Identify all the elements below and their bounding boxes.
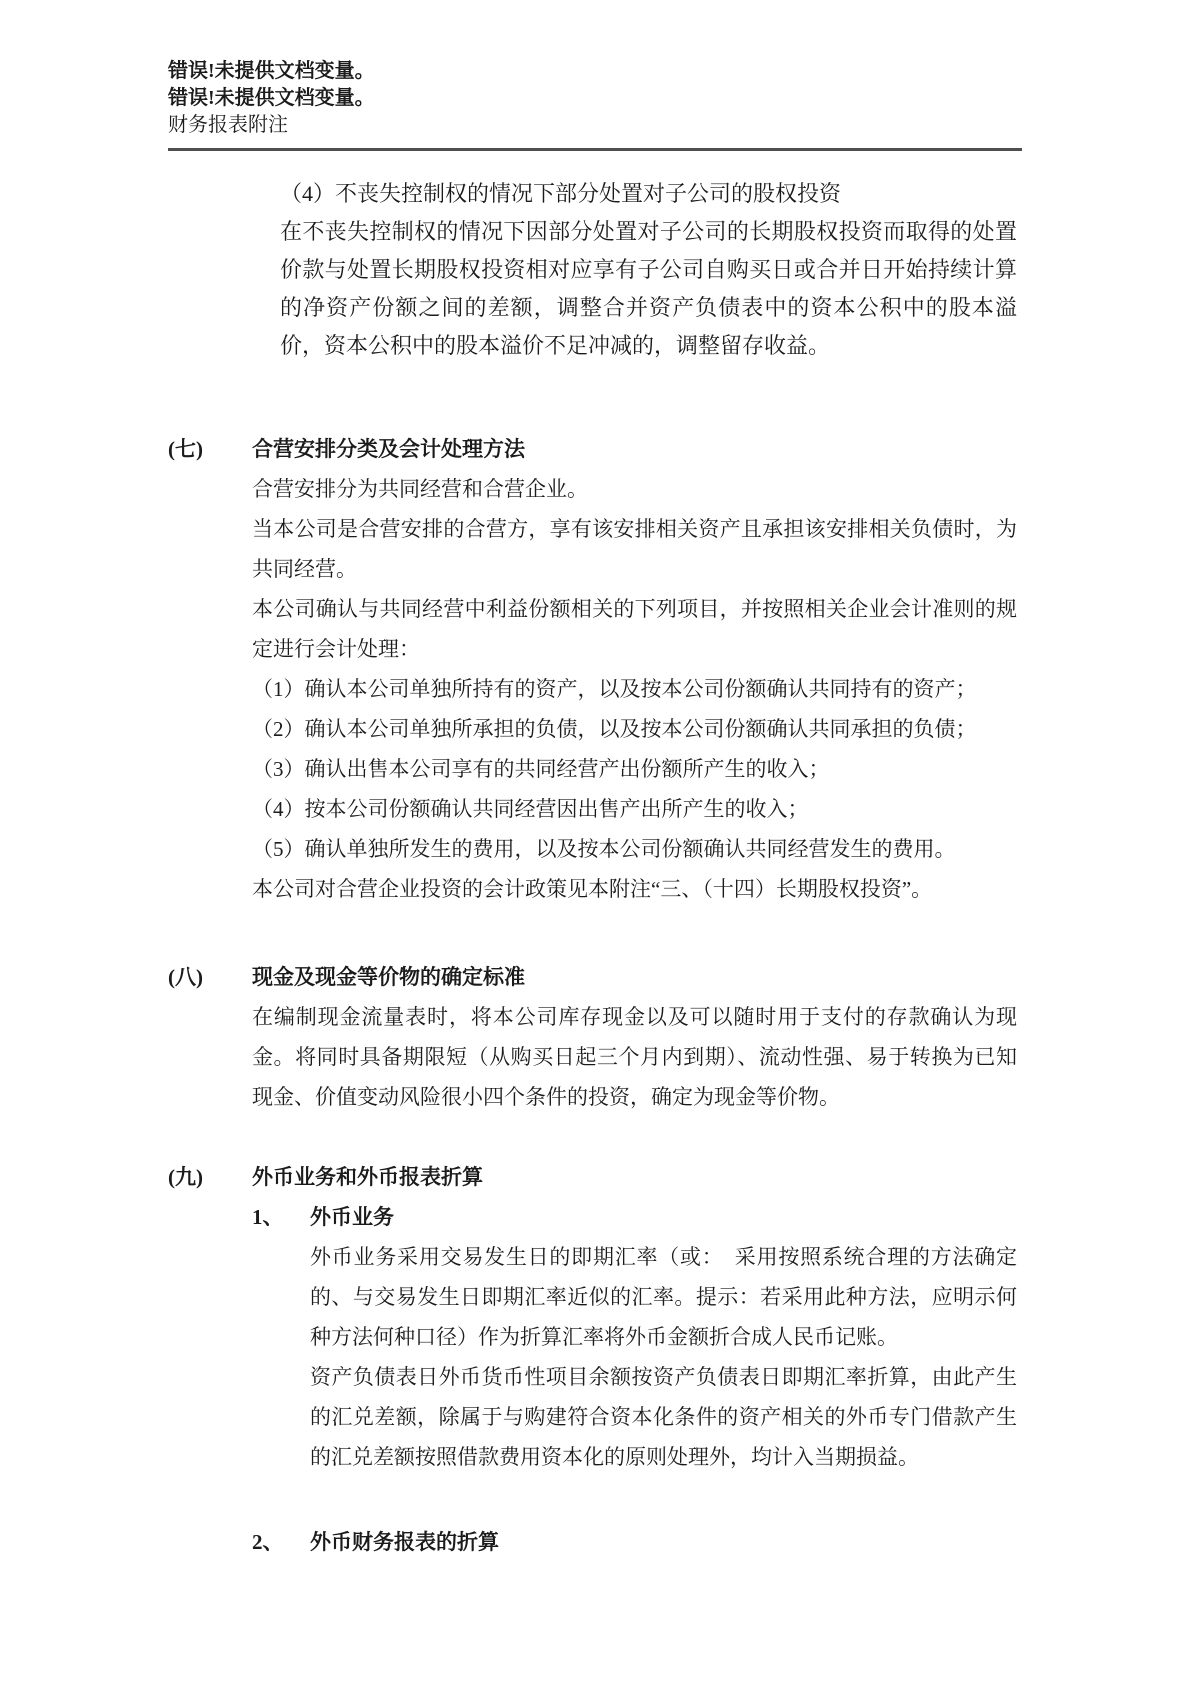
subsection-2 bbox=[252, 1522, 1017, 1562]
page-header bbox=[0, 0, 1200, 151]
section-8-label: (八) bbox=[168, 965, 203, 989]
section-7-list-item: （4）按本公司份额确认共同经营因出售产出所产生的收入； bbox=[252, 797, 809, 821]
section-7-list-item: （5）确认单独所发生的费用，以及按本公司份额确认共同经营发生的费用。 bbox=[252, 837, 956, 861]
subsection-1-paragraph: 外币业务采用交易发生日的即期汇率（或： 采用按照系统合理的方法确定的、与交易发生日即期汇率近似的汇率。提示：若采用此种方法，应明示何种方法何种口径）作为折算汇率将外币金额折合成人民币记账。 bbox=[310, 1245, 1017, 1349]
section-9 bbox=[168, 1157, 1017, 1562]
subsection-1-body bbox=[310, 1197, 1017, 1477]
subsection-1-paragraph: 资产负债表日外币货币性项目余额按资产负债表日即期汇率折算，由此产生的汇兑差额，除属于与购建符合资本化条件的资产相关的外币专门借款产生的汇兑差额按照借款费用资本化的原则处理外，均计入当期损益。 bbox=[310, 1365, 1017, 1469]
section-8-content bbox=[252, 957, 1017, 1117]
section-7 bbox=[168, 429, 1017, 909]
section-8-paragraph: 在编制现金流量表时，将本公司库存现金以及可以随时用于支付的存款确认为现金。将同时具备期限短（从购买日起三个月内到期）、流动性强、易于转换为已知现金、价值变动风险很小四个条件的投资，确定为现金等价物。 bbox=[252, 1005, 1017, 1109]
subsection-1-number: 1、 bbox=[252, 1205, 284, 1229]
section-8-title: 现金及现金等价物的确定标准 bbox=[252, 965, 525, 989]
header-error-line-1: 错误!未提供文档变量。 bbox=[168, 60, 375, 82]
section-7-content bbox=[252, 429, 1017, 909]
subsection-2-title: 外币财务报表的折算 bbox=[310, 1530, 499, 1554]
intro-block bbox=[280, 175, 1017, 365]
section-7-list-item: （2）确认本公司单独所承担的负债，以及按本公司份额确认共同承担的负债； bbox=[252, 717, 977, 741]
subsection-2-body bbox=[310, 1522, 1017, 1562]
section-8 bbox=[168, 957, 1017, 1117]
section-7-label: (七) bbox=[168, 437, 203, 461]
section-7-paragraph: 合营安排分为共同经营和合营企业。 bbox=[252, 477, 588, 501]
intro-paragraph: 在不丧失控制权的情况下因部分处置对子公司的长期股权投资而取得的处置价款与处置长期股权投资相对应享有子公司自购买日或合并日开始持续计算的净资产份额之间的差额，调整合并资产负债表中的资本公积中的股本溢价，资本公积中的股本溢价不足冲减的，调整留存收益。 bbox=[280, 219, 1017, 358]
section-7-paragraph: 本公司对合营企业投资的会计政策见本附注“三、（十四）长期股权投资”。 bbox=[252, 877, 933, 901]
header-doc-title: 财务报表附注 bbox=[168, 114, 288, 136]
subsection-1-title: 外币业务 bbox=[310, 1205, 394, 1229]
section-9-title: 外币业务和外币报表折算 bbox=[252, 1165, 483, 1189]
header-error-line-2: 错误!未提供文档变量。 bbox=[168, 87, 375, 109]
section-9-label: (九) bbox=[168, 1165, 203, 1189]
section-7-title: 合营安排分类及会计处理方法 bbox=[252, 437, 525, 461]
subsection-1 bbox=[252, 1197, 1017, 1477]
section-7-list-item: （3）确认出售本公司享有的共同经营产出份额所产生的收入； bbox=[252, 757, 830, 781]
section-7-paragraph: 当本公司是合营安排的合营方，享有该安排相关资产且承担该安排相关负债时，为共同经营。 bbox=[252, 517, 1017, 581]
section-7-list-item: （1）确认本公司单独所持有的资产，以及按本公司份额确认共同持有的资产； bbox=[252, 677, 977, 701]
subsection-2-number: 2、 bbox=[252, 1530, 284, 1554]
header-divider bbox=[168, 148, 1022, 151]
intro-subitem-title: （4）不丧失控制权的情况下部分处置对子公司的股权投资 bbox=[280, 181, 842, 206]
section-9-content bbox=[252, 1157, 1017, 1562]
section-7-paragraph: 本公司确认与共同经营中利益份额相关的下列项目，并按照相关企业会计准则的规定进行会计处理： bbox=[252, 597, 1017, 661]
